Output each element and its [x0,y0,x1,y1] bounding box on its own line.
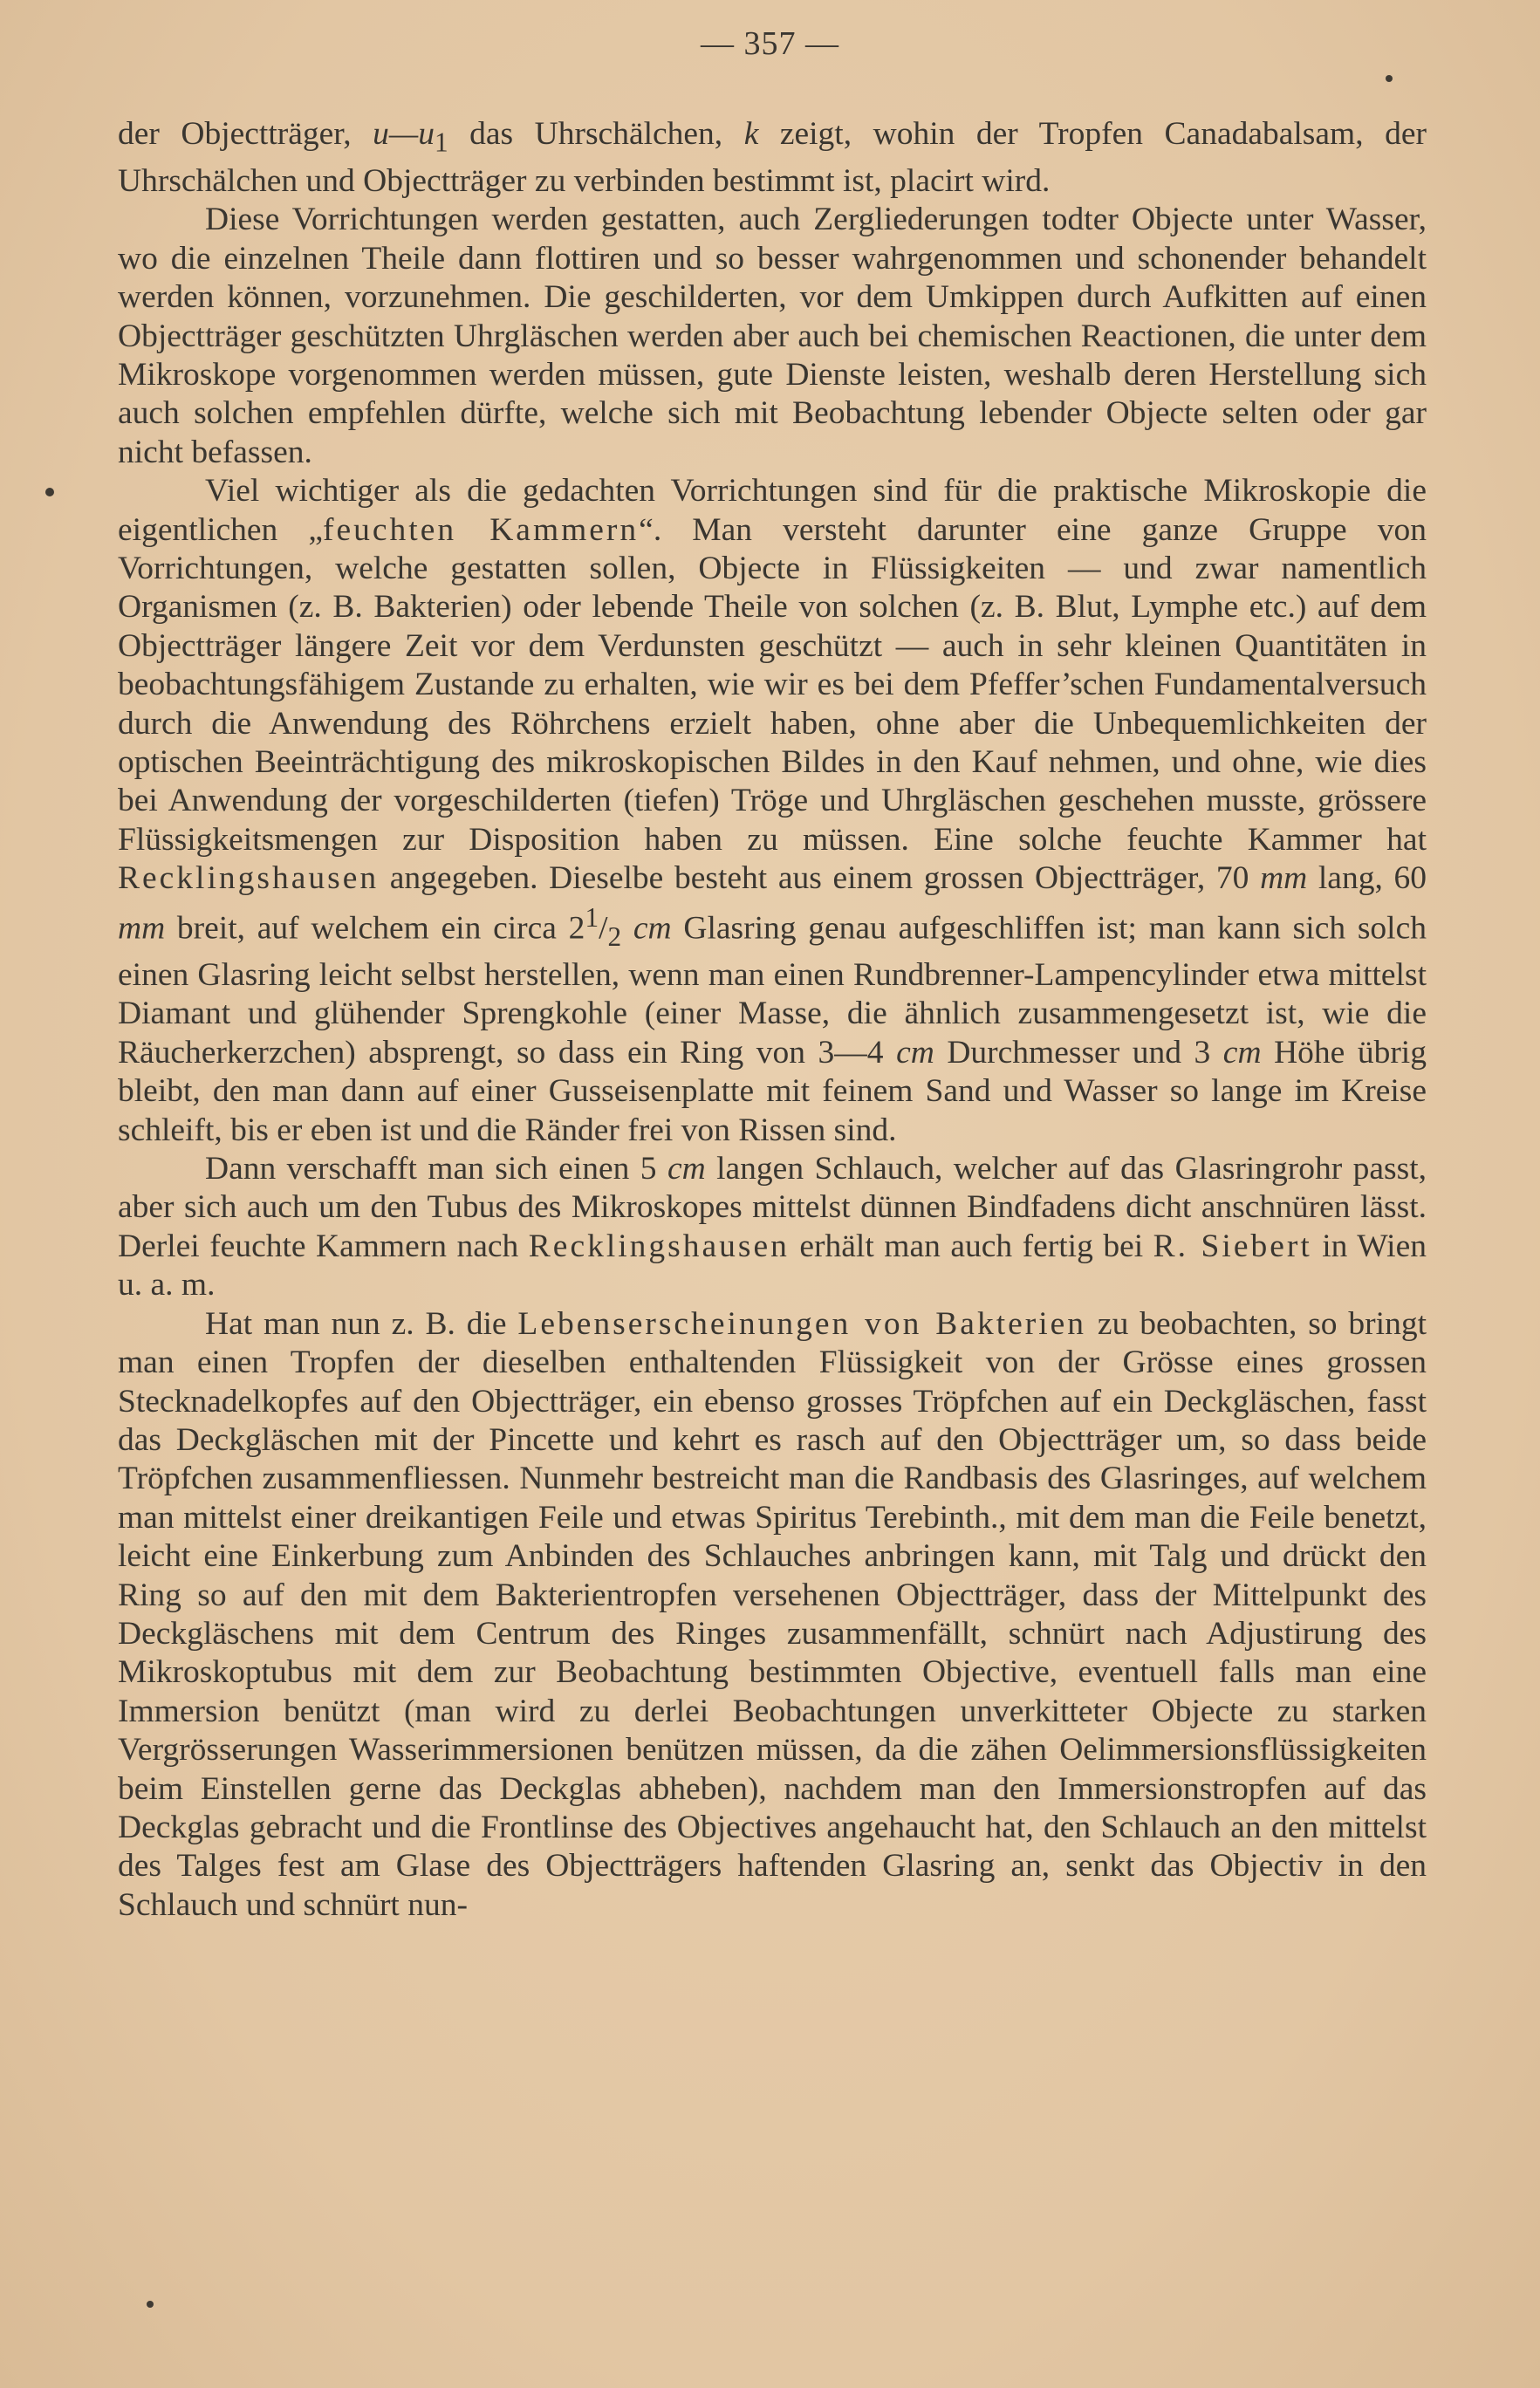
text-segment: “. Man versteht darunter eine ganze Gruppe von Vorrichtungen, welche gestatten sollen, Objecte in Flüssigkeiten — und zwar namentlich Organismen (z. B. Bakterien) oder lebende Theile von solchen (z. B. Blut, Lymphe etc.) auf dem Objectträger längere Zeit vor dem Verdunsten geschützt — auch in sehr kleinen Quantitäten in beobachtungsfähigem Zustande zu erhalten, wie wir es bei dem Pfeffer’schen Fundamentalversuch durch die Anwendung des Röhrchens erzielt haben, ohne aber die Unbequemlichkeiten der optischen Beeinträchtigung des mikroskopischen Bildes in den Kauf nehmen, und ohne, wie dies bei Anwendung der vorgeschilderten (tiefen) Tröge und Uhrgläschen geschehen musste, grössere Flüssigkeitsmengen zur Disposition haben zu müssen. Eine solche feuchte Kammer hat [118,511,1427,858]
paragraph [118,472,1427,1150]
text-segment: mm [1260,860,1308,897]
text-segment: Durchmesser und 3 [934,1034,1223,1071]
text-segment: u—u [373,116,435,152]
text-segment: cm [667,1151,706,1187]
text-segment: / [599,910,608,947]
margin-mark [45,488,54,496]
text-segment: der Objectträger, [118,116,373,152]
text-segment: feuchten Kammern [323,511,640,548]
text-segment: das Uhrschälchen, [448,116,744,152]
text-segment: in Wien u. a. m. [118,1228,1427,1303]
text-segment [621,910,633,946]
page-number: — 357 — [701,25,839,62]
text-segment: Glasring genau aufgeschliffen ist; man kann sich solch einen Glasring leicht selbst herstellen, wenn man einen Rundbrenner-Lampencylinder etwa mittelst Diamant und glühender Sprengkohle (einer Masse, die ähnlich zusammengesetzt ist, wie die Räucherkerzchen) absprengt, so dass ein Ring von 3—4 [118,910,1427,1071]
text-segment: Höhe übrig bleibt, den man dann auf einer Gusseisenplatte mit feinem Sand und Wasser so lange im Kreise schleift, bis er eben ist und die Ränder frei von Rissen sind. [118,1034,1427,1148]
paragraph [118,201,1427,472]
text-segment: Viel wichtiger als die gedachten Vorrichtungen sind für die praktische Mikroskopie die eigentlichen „ [118,473,1427,548]
text-segment: Dann verschafft man sich einen 5 [205,1151,667,1187]
paragraph [118,1305,1427,1926]
text-segment: mm [118,910,166,947]
text-segment: zu beobachten, so bringt man einen Tropfen der dieselben enthaltenden Flüssigkeit von der Grösse eines grossen Stecknadelkopfes auf den Objectträger, ein ebenso grosses Tröpfchen auf ein Deckgläschen, fasst das Deckgläschen mit der Pincette und kehrt es rasch auf den Objectträger um, so dass beide Tröpfchen zusammenfliessen. Nunmehr bestreicht man die Randbasis des Glasringes, auf welchem man mittelst einer dreikantigen Feile und etwas Spiritus Terebinth., mit dem man die Feile benetzt, leicht eine Einkerbung zum Anbinden des Schlauches anbringen kann, mit Talg und drückt den Ring so auf den mit dem Bakterientropfen versehenen Objectträger, dass der Mittelpunkt des Deckgläschens mit dem Centrum des Ringes zusammenfällt, schnürt nach Adjustirung des Mikroskoptubus mit dem zur Beobachtung bestimmten Objective, eventuell falls man eine Immersion benützt (man wird zu derlei Beobachtungen unverkitteter Objecte zu starken Vergrösserungen Wasserimmersionen benützen müssen, da die zähen Oelimmersionsflüssigkeiten beim Einstellen gerne das Deckglas abheben), nachdem man den Immersionstropfen auf das Deckglas gebracht und die Frontlinse des Objectives angehaucht hat, den Schlauch an den mittelst des Talges fest am Glase des Objectträgers haftenden Glasring an, senkt das Objectiv in den Schlauch und schnürt nun- [118,1305,1427,1923]
text-segment: breit, auf welchem ein circa 2 [165,910,585,947]
text-segment: cm [1222,1034,1262,1071]
margin-mark [147,2301,154,2308]
text-segment: R. Siebert [1153,1228,1312,1264]
text-segment: cm [633,910,672,947]
text-segment: 1 [435,127,448,158]
text-segment: 1 [585,901,599,933]
text-segment: 2 [607,920,622,952]
text-segment: Lebenserscheinungen von Bakterien [517,1305,1087,1342]
text-segment: lang, 60 [1307,860,1427,897]
paragraph [118,1150,1427,1305]
margin-mark [1386,75,1393,82]
text-segment: zeigt, wohin der Tropfen Canadabalsam, der Uhrschälchen und Objectträger zu verbinden bestimmt ist, placirt wird. [118,116,1427,199]
text-segment: cm [896,1034,934,1071]
paragraph [118,115,1427,201]
text-segment: erhält man auch fertig bei [789,1228,1153,1264]
text-segment: Recklingshausen [118,860,380,897]
text-segment: Hat man nun z. B. die [205,1305,518,1342]
text-segment: langen Schlauch, welcher auf das Glasringrohr passt, aber sich auch um den Tubus des Mikroskopes mittelst dünnen Bindfadens dicht anschnüren lässt. Derlei feuchte Kammern nach [118,1151,1427,1264]
text-segment: k [743,116,759,152]
text-segment: Recklingshausen [528,1228,790,1264]
text-segment: Diese Vorrichtungen werden gestatten, auch Zergliederungen todter Objecte unter Wasser, wo die einzelnen Theile dann flottiren und so besser wahrgenommen und schonender behandelt werden können, vorzunehmen. Die geschilderten, vor dem Umkippen durch Aufkitten auf einen Objectträger geschützten Uhrgläschen werden aber auch bei chemischen Reactionen, die unter dem Mikroskope vorgenommen werden müssen, gute Dienste leisten, weshalb deren Herstellung sich auch solchen empfehlen dürfte, welche sich mit Beobachtung lebender Objecte selten oder gar nicht befassen. [118,202,1427,470]
body-text [118,115,1427,1925]
text-segment: angegeben. Dieselbe besteht aus einem grossen Objectträger, 70 [379,860,1261,897]
